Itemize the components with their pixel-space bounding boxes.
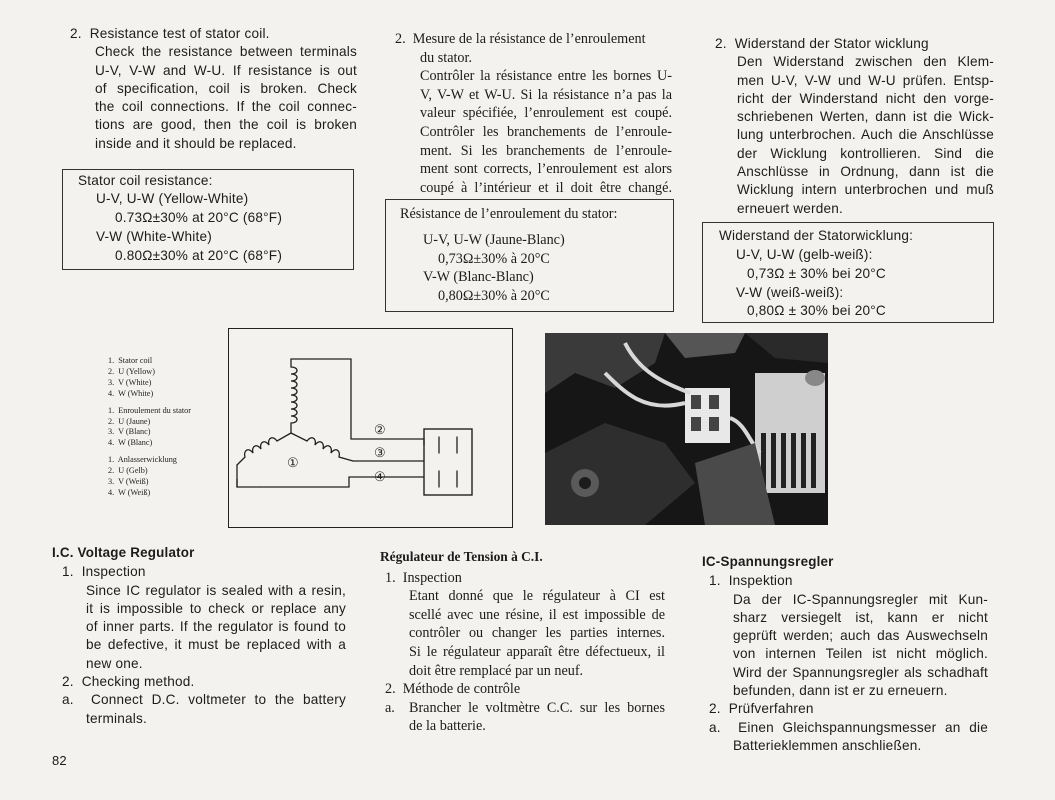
callout-1: ① [287,455,299,470]
legend-item: 1. Stator coil [108,356,153,365]
fr-spec-box [385,199,674,312]
fr-stator-heading-2: du stator. [420,49,473,66]
lead-3-wire [237,477,424,487]
text-line: new one. [86,655,143,671]
fr-stator-heading: 2. Mesure de la résistance de l’enroulement [395,31,646,47]
de-spec-line: U-V, U-W (gelb-weiß): [736,247,873,262]
de-spec-title: Widerstand der Statorwicklung: [719,228,914,243]
text-line: Wird der Spannungsregler als schadhaft [733,664,988,680]
legend-item: 4. W (Blanc) [108,438,153,448]
de-spec-line: V-W (weiß-weiß): [736,285,844,300]
en-ic-section [52,544,352,728]
lead-u-wire [291,359,424,445]
text-line: of specification, coil is broken. Check [95,80,357,96]
en-stator-heading: 2. Resistance test of stator coil. [70,26,270,41]
de-ic-inspection: 1. Inspektion [709,573,793,589]
text-line: U-V, V-W and W-U. If resistance is out [95,62,357,78]
coil-w-winding [291,433,353,461]
de-ic-paragraph [733,591,988,701]
en-ic-step-a: a. Connect D.C. voltmeter to the battery [62,692,346,708]
text-line: ment sont corrects, l’enroulement est alors [420,161,672,178]
legend-group-de [108,455,228,499]
en-ic-step-a2: terminals. [86,710,147,726]
coil-v-winding [237,433,291,465]
legend-item: 4. W (Weiß) [108,487,151,497]
text-line: inside and it should be replaced. [95,135,297,151]
en-spec-value: 0.80Ω±30% at 20°C (68°F) [115,248,283,263]
fr-spec-line: V-W (Blanc-Blanc) [423,269,534,285]
de-spec-value: 0,80Ω ± 30% bei 20°C [747,303,886,318]
text-line: Check the resistance between terminals [95,44,357,60]
text-line: the coil connections. If the coil connec- [95,99,357,115]
de-ic-checking: 2. Prüfverfahren [709,701,814,717]
text-line: men U-V, V-W und W-U prüfen. Entsp- [737,72,994,88]
legend-item: 1. Enroulement du stator [108,405,191,415]
regulator-photo-illustration [545,333,828,525]
text-line: ment. Si les branchements de l’enroule- [420,142,672,159]
text-line: befunden, dann ist er zu erneuern. [733,683,948,699]
fr-stator-paragraph [420,67,672,197]
en-spec-line: V-W (White-White) [96,229,212,244]
text-line: V, V-W et W-U. Si la résistance n’a pas la [420,86,672,103]
fr-stator-section [395,30,680,197]
en-spec-line: U-V, U-W (Yellow-White) [96,191,249,206]
fr-spec-title: Résistance de l’enroulement du stator: [400,206,618,222]
callout-2: ② [374,422,386,437]
text-line: Den Widerstand zwischen den Klem- [737,54,994,70]
fr-spec-line: U-V, U-W (Jaune-Blanc) [423,232,565,248]
callout-3: ③ [374,445,386,460]
coil-u-winding [291,359,297,433]
legend-group-fr [108,406,228,450]
text-line: der Wicklung kontrollieren. Sind die [737,145,994,161]
text-line: erneuert werden. [737,200,843,216]
legend-item: 3. V (White) [108,377,152,387]
en-spec-box [62,169,354,270]
fr-ic-step-a: a. Brancher le voltmètre C.C. sur les bornes [385,699,665,716]
text-line: Contrôler la résistance entre les bornes U- [420,68,672,85]
fr-ic-checking: 2. Méthode de contrôle [385,681,521,698]
text-line: Etant donné que le régulateur à CI est [409,588,665,605]
de-ic-step-a: a. Einen Gleichspannungsmesser an die [709,719,988,735]
text-line: sharz versiegelt ist, kann er nicht [733,609,988,625]
text-line: of inner parts. If the regulator is found to [86,619,346,635]
de-ic-section [702,553,997,755]
fr-ic-paragraph [409,587,665,680]
en-ic-checking: 2. Checking method. [62,674,195,690]
fr-spec-value: 0,80Ω±30% à 20°C [438,288,550,304]
legend-item: 3. V (Blanc) [108,427,151,437]
diagram-legend [108,356,228,499]
text-line: richt der Winderstand nicht den vorge- [737,90,994,106]
lead-v-wire [237,465,259,487]
fr-ic-heading: Régulateur de Tension à C.I. [380,549,543,564]
en-stator-paragraph [95,43,357,153]
en-spec-value: 0.73Ω±30% at 20°C (68°F) [115,210,283,225]
text-line: contrôler ou changer les parties internes. [409,625,665,642]
text-line: Contrôler les branchements de l’enroule- [420,123,672,140]
page-number: 82 [52,753,67,768]
text-line: lung unterbrochen. Auch die Anschlüsse [737,127,994,143]
text-line: scellé avec une résine, il est impossible de [409,606,665,623]
de-ic-step-a2: Batterieklemmen anschließen. [733,737,922,753]
text-line: Wicklung intern unterbrochen und muß [737,182,994,198]
fr-ic-section [380,548,670,736]
legend-item: 2. U (Yellow) [108,366,155,376]
fr-ic-inspection: 1. Inspection [385,569,462,586]
legend-item: 2. U (Gelb) [108,466,148,476]
text-line: coupé à l’intérieur et il doit être changé. [420,179,672,196]
text-line: schriebenen Werten, dann ist die Wick- [737,109,994,125]
de-stator-section [715,35,1000,218]
de-spec-box [702,222,994,323]
legend-item: 4. W (White) [108,388,154,398]
en-ic-heading: I.C. Voltage Regulator [52,545,195,560]
en-stator-section [70,25,360,153]
coupler-connector [424,429,472,495]
de-spec-value: 0,73Ω ± 30% bei 20°C [747,266,886,281]
text-line: valeur spécifiée, l’enroulement est coupé. [420,105,672,122]
legend-item: 1. Anlasserwicklung [108,455,177,465]
text-line: Since IC regulator is sealed with a resin, [86,582,346,598]
text-line: Anschlüsse in Ordnung, dann ist die [737,164,994,180]
de-ic-heading: IC-Spannungsregler [702,554,834,569]
de-stator-paragraph [737,53,994,218]
stator-coil-schematic [229,329,512,527]
text-line: von internen Teilen ist nicht möglich. [733,646,988,662]
en-spec-title: Stator coil resistance: [78,173,213,188]
legend-group-en [108,356,228,400]
de-stator-heading: 2. Widerstand der Stator wicklung [715,36,929,51]
text-line: tions are good, then the coil is broken [95,117,357,133]
fr-spec-value: 0,73Ω±30% à 20°C [438,251,550,267]
text-line: it is impossible to check or replace any [86,600,346,616]
text-line: Da der IC-Spannungsregler mit Kun- [733,591,988,607]
text-line: geprüft werden; auch das Auswechseln [733,628,988,644]
en-ic-paragraph [86,582,346,673]
fr-ic-step-a2: de la batterie. [409,718,486,735]
text-line: be defective, it must be replaced with a [86,637,346,653]
stator-wiring-diagram [228,328,513,528]
regulator-photo [545,333,828,525]
legend-item: 3. V (Weiß) [108,477,149,487]
legend-item: 2. U (Jaune) [108,416,151,426]
callout-4: ④ [374,469,386,484]
en-ic-inspection: 1. Inspection [62,564,146,580]
text-line: doit être remplacé par un neuf. [409,662,584,679]
text-line: Si le régulateur apparaît être défectueux, il [409,643,665,660]
